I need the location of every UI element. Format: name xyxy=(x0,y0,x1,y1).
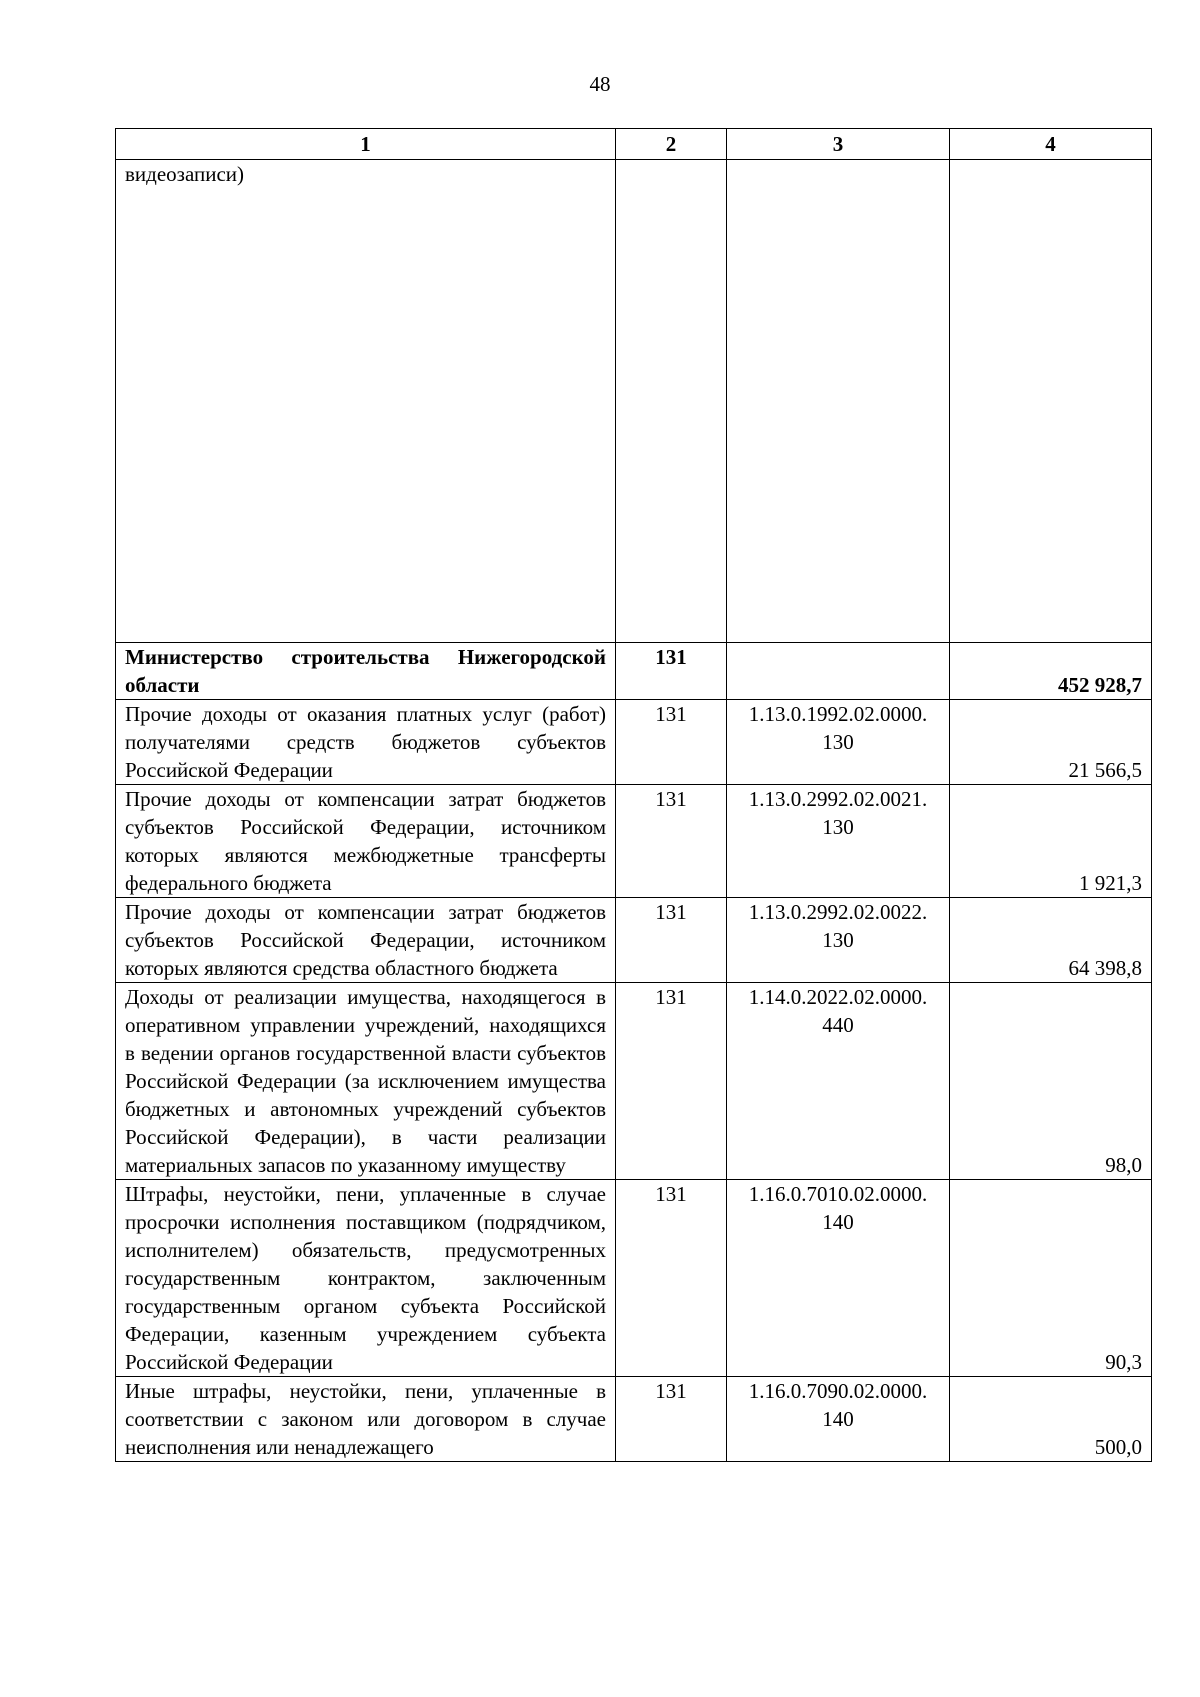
empty-cell xyxy=(616,160,727,643)
row-kbk: 1.16.0.7010.02.0000. 140 xyxy=(727,1180,950,1377)
column-header-4: 4 xyxy=(950,129,1152,160)
table-row xyxy=(116,1377,1152,1462)
row-amount: 500,0 xyxy=(950,1377,1152,1462)
row-amount: 98,0 xyxy=(950,983,1152,1180)
row-kbk: 1.14.0.2022.02.0000. 440 xyxy=(727,983,950,1180)
page-number: 48 xyxy=(589,72,611,96)
column-header-3: 3 xyxy=(727,129,950,160)
ministry-name: Министерство строительства Нижегородской области xyxy=(116,643,616,700)
row-code: 131 xyxy=(616,1377,727,1462)
table-row xyxy=(116,983,1152,1180)
table-row xyxy=(116,898,1152,983)
column-header-1: 1 xyxy=(116,129,616,160)
column-header-2: 2 xyxy=(616,129,727,160)
row-kbk: 1.13.0.2992.02.0022. 130 xyxy=(727,898,950,983)
row-kbk: 1.16.0.7090.02.0000. 140 xyxy=(727,1377,950,1462)
row-amount: 1 921,3 xyxy=(950,785,1152,898)
row-name: Доходы от реализации имущества, находящегося в оперативном управлении учреждений, находящихся в ведении органов государственной власти субъектов Российской Федерации (за исключением имущества бюджетных и автономных учреждений субъектов Российской Федерации), в части реализации материальных запасов по указанному имуществу xyxy=(116,983,616,1180)
row-amount: 90,3 xyxy=(950,1180,1152,1377)
table-row-ministry xyxy=(116,643,1152,700)
revenue-table xyxy=(115,128,1152,1462)
row-code: 131 xyxy=(616,983,727,1180)
empty-cell xyxy=(727,643,950,700)
table-row-continuation xyxy=(116,160,1152,643)
table-row xyxy=(116,785,1152,898)
row-name: Прочие доходы от компенсации затрат бюджетов субъектов Российской Федерации, источником которых являются межбюджетные трансферты федерального бюджета xyxy=(116,785,616,898)
row-code: 131 xyxy=(616,785,727,898)
row-code: 131 xyxy=(616,1180,727,1377)
row-code: 131 xyxy=(616,700,727,785)
row-name: Прочие доходы от компенсации затрат бюджетов субъектов Российской Федерации, источником которых являются средства областного бюджета xyxy=(116,898,616,983)
row-amount: 64 398,8 xyxy=(950,898,1152,983)
table-row xyxy=(116,1180,1152,1377)
table-row xyxy=(116,700,1152,785)
continuation-text: видеозаписи) xyxy=(116,160,616,643)
row-kbk: 1.13.0.1992.02.0000. 130 xyxy=(727,700,950,785)
row-name: Иные штрафы, неустойки, пени, уплаченные в соответствии с законом или договором в случае неисполнения или ненадлежащего xyxy=(116,1377,616,1462)
ministry-code: 131 xyxy=(616,643,727,700)
row-name: Штрафы, неустойки, пени, уплаченные в случае просрочки исполнения поставщиком (подрядчиком, исполнителем) обязательств, предусмотренных государственным контрактом, заключенным государственным органом субъекта Российской Федерации, казенным учреждением субъекта Российской Федерации xyxy=(116,1180,616,1377)
row-amount: 21 566,5 xyxy=(950,700,1152,785)
empty-cell xyxy=(950,160,1152,643)
row-code: 131 xyxy=(616,898,727,983)
row-name: Прочие доходы от оказания платных услуг (работ) получателями средств бюджетов субъектов Российской Федерации xyxy=(116,700,616,785)
empty-cell xyxy=(727,160,950,643)
row-kbk: 1.13.0.2992.02.0021. 130 xyxy=(727,785,950,898)
table-header-row xyxy=(116,129,1152,160)
ministry-amount: 452 928,7 xyxy=(950,643,1152,700)
